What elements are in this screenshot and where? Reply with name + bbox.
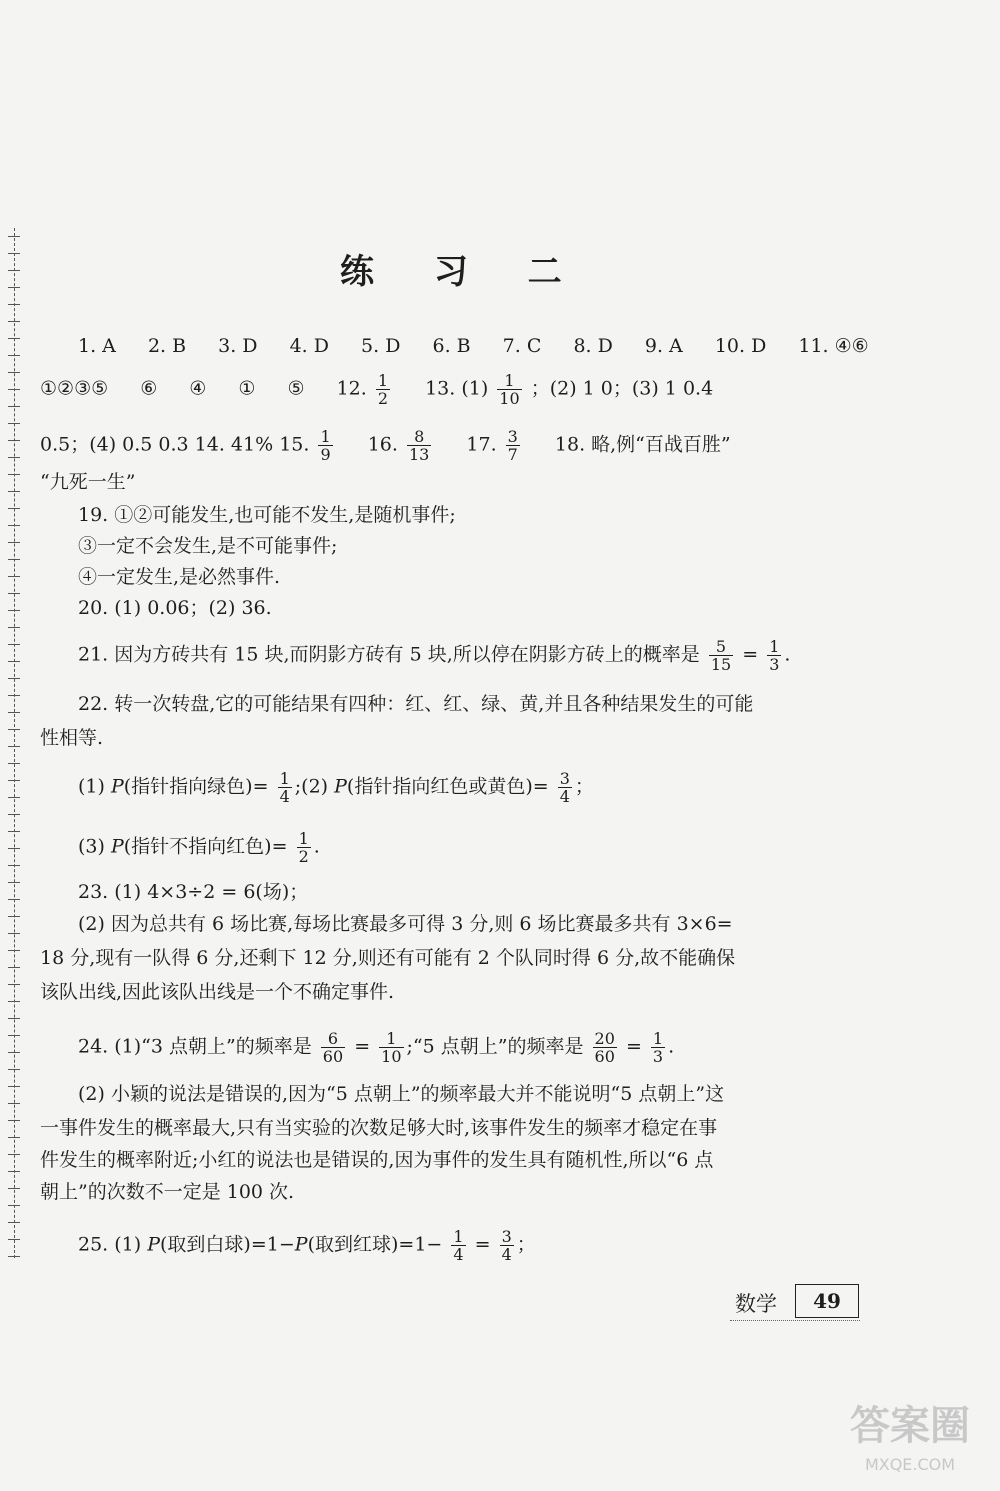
fraction-25-a: $\frac{1}{4}$ (453, 1227, 464, 1264)
binding-tick (8, 253, 20, 254)
equals-sign: = (625, 1035, 642, 1058)
binding-tick (8, 406, 20, 407)
equals-sign: = (354, 1035, 371, 1058)
binding-tick (8, 661, 20, 662)
footer-dotted-line (730, 1320, 860, 1321)
binding-tick (8, 1239, 20, 1240)
binding-tick (8, 1205, 20, 1206)
answer-line-3 (40, 428, 731, 463)
binding-tick (8, 882, 20, 883)
answer-8: 8. D (573, 335, 613, 357)
binding-tick (8, 1171, 20, 1172)
binding-tick (8, 746, 20, 747)
period: . (313, 835, 320, 858)
answer-13: 13. (1) (425, 377, 489, 400)
binding-tick (8, 1188, 20, 1189)
answer-16: 16. (367, 433, 398, 456)
answer-22: 22. 转一次转盘,它的可能结果有四种：红、红、绿、黄,并且各种结果发生的可能 (78, 693, 754, 715)
binding-tick (8, 321, 20, 322)
semicolon: ； (574, 775, 594, 798)
binding-tick (8, 491, 20, 492)
answer-23-line-3: 18 分,现有一队得 6 分,还剩下 12 分,则还有可能有 2 个队同时得 6 分,故不能确保 (40, 947, 736, 969)
answer-24 (78, 1030, 674, 1065)
answer-18: 18. 略,例“百战百胜” (554, 433, 731, 456)
answer-11-cont-2: ⑥ (140, 377, 158, 400)
binding-tick (8, 933, 20, 934)
binding-tick (8, 287, 20, 288)
answer-4: 4. D (289, 335, 329, 357)
binding-tick (8, 1120, 20, 1121)
answer-24-part-2: (2) 小颖的说法是错误的,因为“5 点朝上”的频率最大并不能说明“5 点朝上”这 (78, 1083, 725, 1105)
page-title: 练 习 二 (340, 252, 586, 292)
fraction-24-a: $\frac{6}{60}$ (322, 1029, 344, 1066)
prob-symbol: P (147, 1233, 161, 1256)
answer-23-line-4: 该队出线,因此该队出线是一个不确定事件. (40, 981, 395, 1003)
binding-tick (8, 372, 20, 373)
prob-symbol: P (110, 775, 124, 798)
semicolon: ； (516, 1233, 536, 1256)
fraction-22-2: $\frac{3}{4}$ (559, 769, 570, 806)
binding-tick (8, 508, 20, 509)
binding-tick (8, 1222, 20, 1223)
text: (取到白球)=1− (160, 1233, 295, 1256)
answer-19: 19. ①②可能发生,也可能不发生,是随机事件; (78, 504, 456, 526)
binding-tick (8, 389, 20, 390)
binding-tick (8, 627, 20, 628)
answer-24-line-4: 件发生的概率附近;小红的说法也是错误的,因为事件的发生具有随机性,所以“6 点 (40, 1149, 714, 1171)
binding-tick (8, 950, 20, 951)
label: (3) (78, 835, 105, 858)
answer-22-part-1-2 (78, 770, 594, 805)
fraction-17: $\frac{3}{7}$ (507, 427, 518, 464)
label: (1) (78, 775, 105, 798)
binding-tick (8, 1001, 20, 1002)
binding-tick (8, 1103, 20, 1104)
fraction-16: $\frac{8}{13}$ (408, 427, 430, 464)
answer-17: 17. (466, 433, 497, 456)
fraction-22-1: $\frac{1}{4}$ (279, 769, 290, 806)
answer-5: 5. D (361, 335, 401, 357)
fraction-25-b: $\frac{3}{4}$ (501, 1227, 512, 1264)
binding-tick (8, 525, 20, 526)
answer-11: 11. ④⑥ (798, 335, 869, 357)
binding-tick (8, 780, 20, 781)
binding-tick (8, 457, 20, 458)
answer-line-2 (40, 372, 713, 407)
answer-7: 7. C (502, 335, 542, 357)
binding-tick (8, 678, 20, 679)
fraction-15: $\frac{1}{9}$ (320, 427, 331, 464)
answer-2: 2. B (147, 335, 187, 357)
answer-3: 3. D (218, 335, 258, 357)
binding-tick (8, 559, 20, 560)
binding-tick (8, 814, 20, 815)
answer-24-line-5: 朝上”的次数不一定是 100 次. (40, 1181, 295, 1203)
answer-22-part-3 (78, 830, 320, 865)
equals-sign: = (742, 643, 759, 666)
watermark-logo: 答案圈 (850, 1403, 970, 1449)
answer-21 (78, 638, 790, 673)
fraction-12: $\frac{1}{2}$ (377, 371, 389, 408)
binding-tick (8, 899, 20, 900)
binding-tick (8, 865, 20, 866)
binding-tick (8, 1035, 20, 1036)
label: ;(2) (294, 775, 329, 798)
binding-tick (8, 474, 20, 475)
watermark (830, 1400, 990, 1490)
binding-tick (8, 967, 20, 968)
text: (取到红球)=1− (307, 1233, 443, 1256)
binding-tick (8, 797, 20, 798)
binding-tick (8, 542, 20, 543)
binding-tick (8, 848, 20, 849)
answer-22-line-2: 性相等. (40, 727, 104, 749)
binding-tick (8, 831, 20, 832)
binding-tick (8, 695, 20, 696)
fraction-24-d: $\frac{1}{3}$ (652, 1029, 664, 1066)
binding-tick (8, 1052, 20, 1053)
answer-24-line-3: 一事件发生的概率最大,只有当实验的次数足够大时,该事件发生的频率才稳定在事 (40, 1117, 718, 1139)
binding-tick (8, 1137, 20, 1138)
answer-10: 10. D (714, 335, 767, 357)
answer-6: 6. B (432, 335, 471, 357)
answer-line-4: “九死一生” (40, 471, 136, 493)
answer-1: 1. A (78, 335, 116, 357)
binding-tick (8, 1256, 20, 1257)
period: . (784, 643, 791, 666)
answer-20: 20. (1) 0.06；(2) 36. (78, 597, 272, 619)
binding-tick (8, 423, 20, 424)
binding-tick (8, 1018, 20, 1019)
binding-tick (8, 270, 20, 271)
answer-21-text: 21. 因为方砖共有 15 块,而阴影方砖有 5 块,所以停在阴影方砖上的概率是 (78, 643, 700, 666)
label: 25. (1) (78, 1233, 142, 1256)
binding-tick (8, 1069, 20, 1070)
text: (指针不指向红色)= (123, 835, 288, 858)
binding-tick (8, 355, 20, 356)
answer-13-14-15: 0.5；(4) 0.5 0.3 14. 41% 15. (40, 433, 310, 456)
fraction-21-a: $\frac{5}{15}$ (710, 637, 732, 674)
prob-symbol: P (110, 835, 124, 858)
binding-tick (8, 440, 20, 441)
answer-11-cont-1: ①②③⑤ (40, 377, 109, 400)
answer-12: 12. (336, 377, 367, 400)
binding-tick (8, 304, 20, 305)
binding-tick (8, 593, 20, 594)
answer-11-cont-3: ④ (189, 377, 207, 400)
binding-tick (8, 984, 20, 985)
fraction-13: $\frac{1}{10}$ (499, 371, 520, 408)
text: 24. (1)“3 点朝上”的频率是 (78, 1035, 312, 1058)
period: . (668, 1035, 675, 1058)
fraction-21-b: $\frac{1}{3}$ (769, 637, 780, 674)
equals-sign: = (474, 1233, 491, 1256)
answer-19-line-3: ④一定发生,是必然事件. (78, 566, 281, 588)
answer-11-cont-4: ① (238, 377, 256, 400)
answer-9: 9. A (644, 335, 683, 357)
binding-tick (8, 1154, 20, 1155)
answer-23-line-2: (2) 因为总共有 6 场比赛,每场比赛最多可得 3 分,则 6 场比赛最多共有 3×6= (78, 913, 733, 935)
fraction-24-c: $\frac{20}{60}$ (594, 1029, 615, 1066)
binding-tick (8, 236, 20, 237)
fraction-22-3: $\frac{1}{2}$ (298, 829, 309, 866)
text: ;“5 点朝上”的频率是 (406, 1035, 584, 1058)
binding-tick (8, 763, 20, 764)
answer-25 (78, 1228, 536, 1263)
fraction-24-b: $\frac{1}{10}$ (381, 1029, 402, 1066)
answer-13-rest: ；(2) 1 0；(3) 1 0.4 (530, 377, 714, 400)
page-number: 49 (795, 1284, 859, 1318)
answer-line-1 (78, 334, 869, 358)
prob-symbol: P (294, 1233, 308, 1256)
answer-19-line-2: ③一定不会发生,是不可能事件; (78, 535, 338, 557)
binding-tick (8, 576, 20, 577)
binding-tick (8, 644, 20, 645)
watermark-url: MXQE.COM (864, 1455, 956, 1474)
binding-tick (8, 712, 20, 713)
subject-label: 数学 (735, 1292, 777, 1316)
binding-tick (8, 916, 20, 917)
binding-tick (8, 338, 20, 339)
prob-symbol: P (334, 775, 347, 798)
text: (指针指向绿色)= (123, 775, 269, 798)
answer-11-cont-5: ⑤ (287, 377, 305, 400)
binding-tick (8, 1086, 20, 1087)
text: (指针指向红色或黄色)= (346, 775, 549, 798)
binding-tick (8, 610, 20, 611)
answer-23: 23. (1) 4×3÷2 = 6(场)； (78, 881, 309, 903)
binding-tick (8, 729, 20, 730)
